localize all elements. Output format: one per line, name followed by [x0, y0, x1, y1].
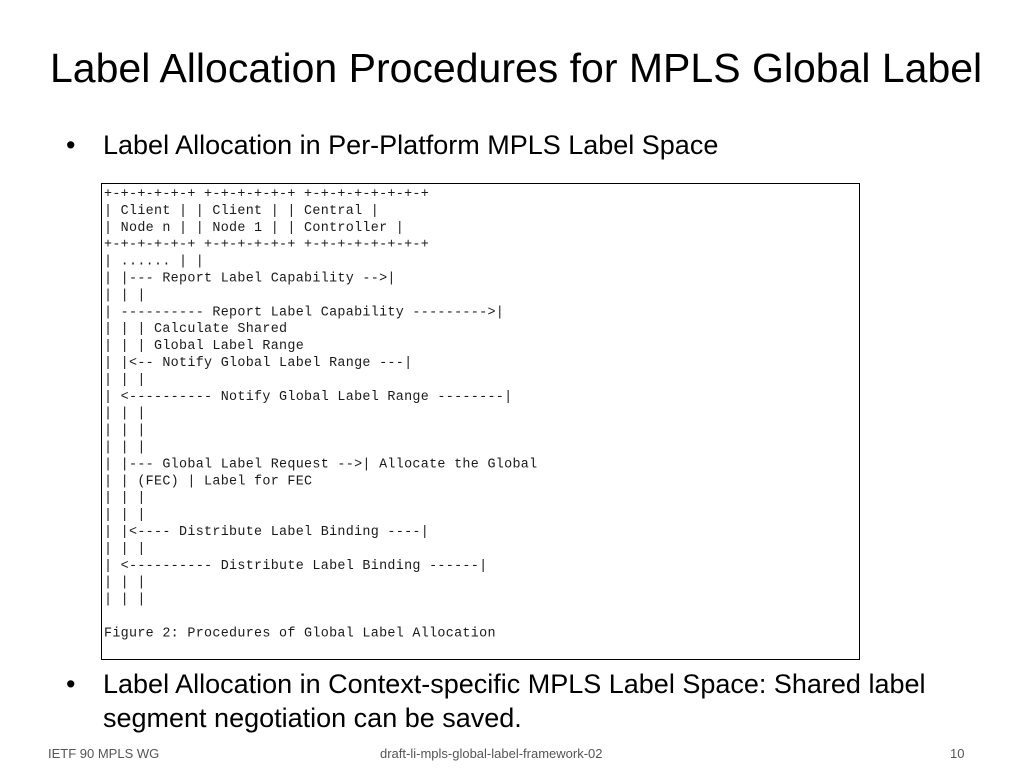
figure-line: | | |	[104, 575, 146, 591]
figure-line: | | |	[104, 491, 146, 507]
figure-line: | | |	[104, 541, 146, 557]
figure-line: +-+-+-+-+-+ +-+-+-+-+-+ +-+-+-+-+-+-+-+	[104, 187, 430, 202]
figure-line: | <---------- Distribute Label Binding ------|	[104, 558, 488, 574]
bullet-dot: •	[66, 669, 76, 699]
figure-line: | <---------- Notify Global Label Range --------|	[104, 389, 513, 405]
figure-line: | | | Calculate Shared	[104, 322, 288, 338]
footer-center: draft-li-mpls-global-label-framework-02	[380, 746, 603, 761]
procedure-figure	[101, 183, 860, 660]
bullet-dot: •	[66, 130, 76, 160]
figure-line: | |--- Report Label Capability -->|	[104, 271, 396, 287]
figure-line: | | |	[104, 592, 146, 608]
bullet-text: Label Allocation in Per-Platform MPLS Label Space	[103, 130, 719, 160]
bullet-item	[66, 667, 966, 739]
figure-line: | | | Global Label Range	[104, 339, 305, 355]
figure-line: | Client | | Client | | Central |	[104, 203, 380, 219]
footer-left: IETF 90 MPLS WG	[48, 746, 160, 761]
figure-line: +-+-+-+-+-+ +-+-+-+-+-+ +-+-+-+-+-+-+-+	[104, 237, 430, 253]
figure-line: | |--- Global Label Request -->| Allocate the Global	[104, 457, 538, 473]
page-number: 10	[950, 746, 965, 761]
slide-title: Label Allocation Procedures for MPLS Global Label	[50, 45, 983, 91]
figure-line: | ...... | |	[104, 254, 205, 270]
bullet-text: Label Allocation in Context-specific MPLS Label Space: Shared label segment negotiation can be saved.	[103, 669, 926, 733]
figure-line: | | |	[104, 372, 146, 388]
figure-line: | | |	[104, 406, 146, 422]
figure-line: | | |	[104, 288, 146, 304]
figure-line: | | |	[104, 423, 146, 439]
figure-line: | | |	[104, 440, 146, 456]
figure-line: | |<---- Distribute Label Binding ----|	[104, 525, 430, 540]
figure-line: | | |	[104, 508, 146, 524]
ascii-diagram	[102, 184, 859, 659]
figure-line: | |<-- Notify Global Label Range ---|	[104, 356, 413, 371]
figure-caption: Figure 2: Procedures of Global Label Allocation	[104, 626, 496, 642]
figure-line: | | (FEC) | Label for FEC	[104, 474, 313, 490]
figure-line: | ---------- Report Label Capability --------->|	[104, 305, 505, 321]
figure-line: | Node n | | Node 1 | | Controller |	[104, 220, 405, 236]
bullet-item	[66, 128, 966, 168]
